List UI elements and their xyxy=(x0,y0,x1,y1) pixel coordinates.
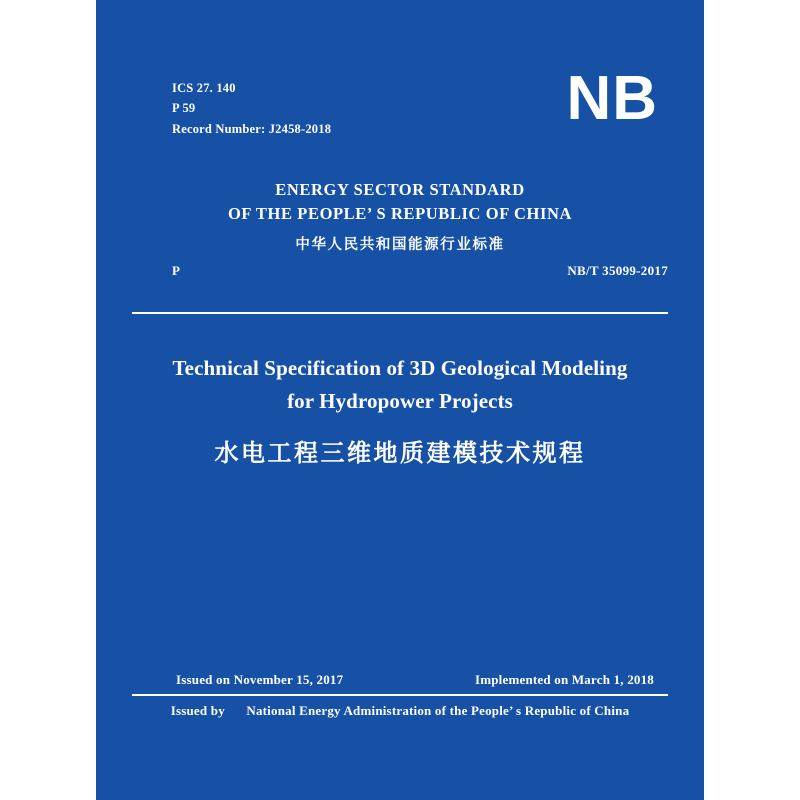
divider-bottom xyxy=(132,694,668,696)
main-title-english-line1: Technical Specification of 3D Geological Modeling xyxy=(172,356,628,380)
standard-title-line2: OF THE PEOPLE’ S REPUBLIC OF CHINA xyxy=(227,203,573,223)
ics-code: ICS 27. 140 xyxy=(172,81,236,95)
standard-cover xyxy=(96,0,704,800)
designator-row xyxy=(96,263,704,279)
record-number: Record Number: J2458-2018 xyxy=(172,121,332,136)
main-title-block xyxy=(96,352,704,468)
implemented-date: Implemented on March 1, 2018 xyxy=(474,672,654,687)
nb-logo: NB xyxy=(566,64,658,133)
main-title-english-line2: for Hydropower Projects xyxy=(287,388,513,413)
cover-header xyxy=(96,64,704,139)
main-title-chinese: 水电工程三维地质建模技术规程 xyxy=(214,441,586,468)
issuer-label: Issued by xyxy=(170,703,225,718)
divider-top xyxy=(132,312,668,314)
designator-number: NB/T 35099-2017 xyxy=(567,263,668,278)
standard-title-chinese: 中华人民共和国能源行业标准 xyxy=(295,236,505,253)
dates-row xyxy=(96,672,704,688)
classification-code: P 59 xyxy=(172,101,196,116)
standard-title-block xyxy=(96,178,704,254)
issuer-organization: National Energy Administration of the People’ s Republic of China xyxy=(246,703,630,718)
standard-title-line1: ENERGY SECTOR STANDARD xyxy=(275,180,525,199)
designator-left: P xyxy=(172,263,181,278)
code-block xyxy=(172,78,331,139)
issued-date: Issued on November 15, 2017 xyxy=(176,672,344,687)
issuer-row xyxy=(96,703,704,719)
